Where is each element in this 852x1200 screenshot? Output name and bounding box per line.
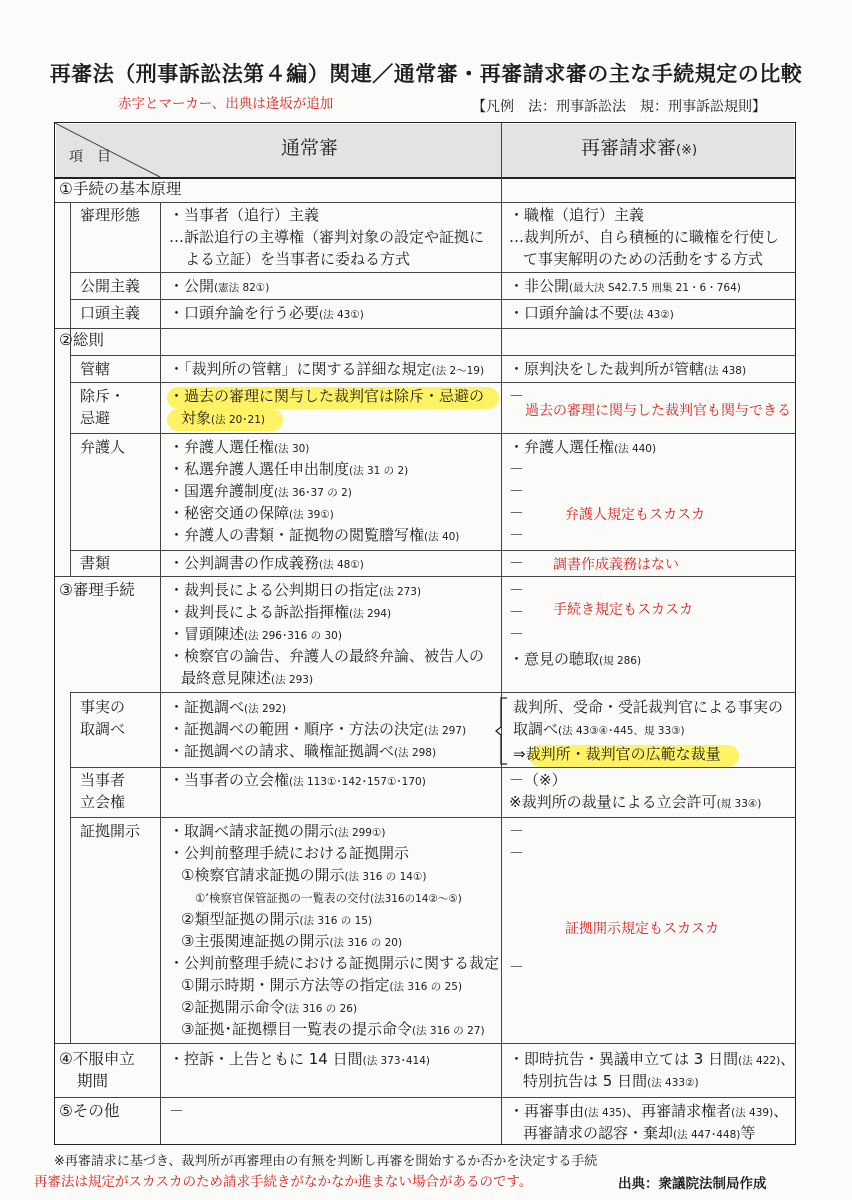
cell-text: ・職権（追行）主義 [509,206,645,224]
cell-text: ③主張関連証拠の開示(法 316 の 20) [181,932,403,950]
row-label-jijitsu-2: 取調べ [80,720,126,738]
red-comment: 手続き規定もスカスカ [553,602,693,618]
cell-text: ・弁護人の書類・証拠物の閲覧謄写権(法 40) [169,526,460,544]
cell-text: ・国選弁護制度(法 36･37 の 2) [169,482,352,500]
red-annotation-note: 赤字とマーカー、出典は逢坂が追加 [118,96,334,112]
section-general-provisions: ②総則 [59,331,104,349]
cell-dash: － [509,460,525,478]
row-label-joseki-2: 忌避 [80,409,111,427]
cell-text: ・意見の聴取(規 286) [509,650,642,668]
page-title: 再審法（刑事訴訟法第４編）関連／通常審・再審請求審の主な手続規定の比較 [49,62,803,86]
cell-dash: － [509,625,525,643]
cell-text: ・冒頭陳述(法 296･316 の 30) [169,625,342,643]
cell-text: ・証拠調べ(法 292) [169,698,287,716]
section-appeal-period: ④不服申立 [59,1050,135,1068]
footnote: ※再審請求に基づき、裁判所が再審理由の有無を判断し再審を開始するか否かを決定する手続 [54,1154,598,1169]
cell-text: ・取調べ請求証拠の開示(法 299①) [169,822,386,840]
cell-text: …訴訟追行の主導権（審判対象の設定や証拠に [169,228,485,246]
row-label-koutou: 口頭主義 [80,304,141,322]
cell-dash: － [509,554,525,572]
bracket-symbol [495,696,509,766]
header-item-label: 項 目 [69,149,111,165]
cell-text: ・証拠調べの請求、職権証拠調べ(法 298) [169,742,437,760]
cell-text: …裁判所が、自ら積極的に職権を行使し [509,228,780,246]
cell-text: ⇒裁判所・裁判官の広範な裁量 [513,745,721,763]
cell-text: 取調べ(法 43③④･445、規 33③) [513,720,685,738]
cell-text: ・控訴・上告ともに 14 日間(法 373･414) [169,1050,430,1068]
cell-dash: － [509,844,525,862]
row-label-shouko: 証拠開示 [80,822,141,840]
cell-text: ・裁判長による公判期日の指定(法 273) [169,581,422,599]
cell-text: ・再審事由(法 435)、再審請求権者(法 439)、 [509,1102,789,1120]
cell-dash: － [509,603,525,621]
header-retrial: 再審請求審(※) [581,137,698,159]
cell-text: ・公判前整理手続における証拠開示に関する裁定 [169,954,500,972]
cell-text: ①検察官請求証拠の開示(法 316 の 14①) [181,866,427,884]
cell-text: ③証拠･証拠標目一覧表の提示命令(法 316 の 27) [181,1020,485,1038]
cell-dash: － [509,581,525,599]
cell-text: ・私選弁護人選任申出制度(法 31 の 2) [169,460,409,478]
row-label-tachiai-2: 立会権 [80,793,126,811]
cell-text: ・裁判長による訴訟指揮権(法 294) [169,603,392,621]
cell-text: 特別抗告は 5 日間(法 433②) [523,1072,699,1090]
red-comment: 証拠開示規定もスカスカ [565,921,719,937]
cell-text: ①開示時期・開示方法等の指定(法 316 の 25) [181,976,463,994]
cell-text: 再審請求の認容・棄却(法 447･448)等 [523,1124,756,1142]
cell-dash: － [509,526,525,544]
cell-text: ・秘密交通の保障(法 39①) [169,504,334,522]
cell-dash: － [509,504,525,522]
row-label-jijitsu: 事実の [80,698,126,716]
legend: 【凡例 法：刑事訴訟法 規：刑事訴訟規則】 [472,99,766,115]
cell-text: ・口頭弁論を行う必要(法 43①) [169,304,364,322]
cell-text: 対象(法 20･21) [181,409,266,427]
cell-text: ・公判前整理手続における証拠開示 [169,844,410,862]
cell-text: ・当事者の立会権(法 113①･142･157①･170) [169,771,426,789]
row-label-tachiai: 当事者 [80,771,126,789]
cell-text: よる立証）を当事者に委ねる方式 [185,250,411,268]
cell-text: 裁判所、受命・受託裁判官による事実の [513,698,784,716]
cell-text: ①’検察官保管証拠の一覧表の交付(法316の14②～⑤) [195,891,462,905]
cell-text: ・弁護人選任権(法 30) [169,438,310,456]
cell-text: ・非公開(最大決 S42.7.5 刑集 21・6・764) [509,277,741,295]
cell-dash: － [509,822,525,840]
section-appeal-period-2: 期間 [77,1072,109,1090]
row-label-joseki: 除斥・ [80,387,126,405]
red-footer-note: 再審法は規定がスカスカのため請求手続きがなかなか進まない場合があるのです。 [34,1174,533,1190]
cell-dash: － [509,958,525,976]
cell-text: ・弁護人選任権(法 440) [509,438,657,456]
row-label-shorui: 書類 [80,554,111,572]
source-credit: 出典：衆議院法制局作成 [618,1176,767,1192]
cell-text: ・即時抗告・異議申立ては 3 日間(法 422)、 [509,1050,796,1068]
row-label-koukai: 公開主義 [80,277,141,295]
cell-text: ・検察官の論告、弁護人の最終弁論、被告人の [169,647,485,665]
cell-text: て事実解明のための活動をする方式 [523,250,764,268]
cell-text: ・証拠調べの範囲・順序・方法の決定(法 297) [169,720,467,738]
section-other: ⑤その他 [59,1102,120,1120]
cell-text: ・「裁判所の管轄」に関する詳細な規定(法 2～19) [169,360,485,378]
cell-text: －（※） [509,771,567,789]
cell-dash: － [509,387,525,405]
cell-text: ・公判調書の作成義務(法 48①) [169,554,364,572]
cell-text: ・公開(憲法 82①) [169,277,270,295]
cell-dash: － [509,482,525,500]
cell-text: ・原判決をした裁判所が管轄(法 438) [509,360,747,378]
section-basic-principles: ①手続の基本原理 [59,180,182,198]
comparison-table [54,122,796,1145]
cell-text: ・当事者（追行）主義 [169,206,320,224]
row-label-bengonin: 弁護人 [80,438,126,456]
row-label-kankatsu: 管轄 [80,360,111,378]
cell-text: 最終意見陳述(法 293) [181,669,314,687]
cell-dash: － [169,1102,185,1120]
row-label-shinri-keitai: 審理形態 [80,206,141,224]
cell-text: ・口頭弁論は不要(法 43②) [509,304,674,322]
header-normal-trial: 通常審 [281,137,339,159]
cell-text: ②類型証拠の開示(法 316 の 15) [181,910,373,928]
red-comment: 調書作成義務はない [553,557,679,573]
cell-text: ※裁判所の裁量による立会許可(規 33④) [509,793,762,811]
section-trial-procedure: ③審理手続 [59,581,135,599]
red-comment: 過去の審理に関与した裁判官も関与できる [525,403,791,419]
cell-text: ②証拠開示命令(法 316 の 26) [181,998,358,1016]
cell-text: ・過去の審理に関与した裁判官は除斥・忌避の [169,387,485,405]
red-comment: 弁護人規定もスカスカ [565,507,705,523]
